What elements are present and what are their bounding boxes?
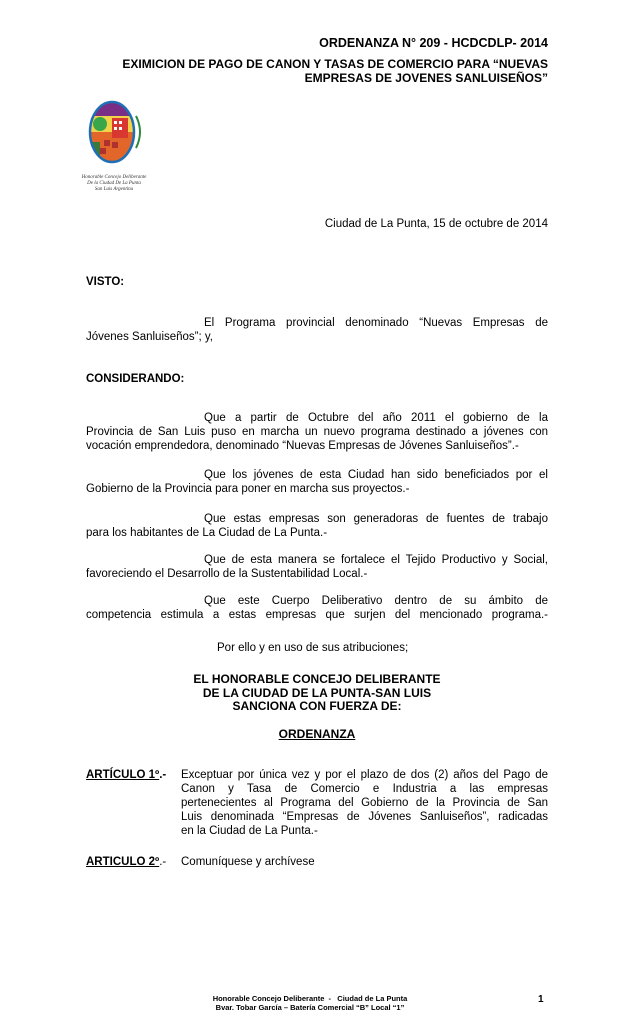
paragraph-first-line: Que estas empresas son generadoras de fuentes de trabajo: [204, 513, 548, 525]
paragraph-first-line: Que a partir de Octubre del año 2011 el gobierno de la: [204, 412, 548, 424]
closing-line: Por ello y en uso de sus atribuciones;: [217, 642, 409, 654]
paragraph-line: vocación emprendedora, denominado “Nuevas Empresas de Jóvenes Sanluiseños”.-: [86, 440, 519, 452]
ordinance-title: [80, 58, 548, 85]
page-number: 1: [538, 994, 544, 1005]
sanction-line-3: SANCIONA CON FUERZA DE:: [232, 699, 402, 713]
paragraph-line: favoreciendo el Desarrollo de la Sustentabilidad Local.-: [86, 568, 368, 580]
article-2-label-text: ARTICULO 2º: [86, 856, 160, 868]
visto-line-1: El Programa provincial denominado “Nuevas Empresas de: [204, 317, 548, 329]
footer-line-2: Bvar. Tobar García – Batería Comercial “B” Local “1”: [215, 1003, 405, 1012]
article-line: Luis denominada “Empresas de Jóvenes Sanluiseños”, radicadas: [181, 811, 548, 823]
article-line: Canon y Tasa de Comercio e Industria a las empresas: [181, 783, 548, 795]
visto-line-2: Jóvenes Sanluiseños”; y,: [86, 331, 213, 343]
considerando-heading: CONSIDERANDO:: [86, 373, 185, 385]
considerando-paragraph: [86, 468, 548, 496]
paragraph-line: Provincia de San Luis puso en marcha un nuevo programa destinado a jóvenes con: [86, 426, 548, 438]
article-2-label-suffix: .-: [159, 856, 167, 868]
sanction-line-1: EL HONORABLE CONCEJO DELIBERANTE: [193, 672, 441, 686]
visto-heading: VISTO:: [86, 276, 125, 288]
council-logo: [78, 96, 150, 196]
logo-caption-line-3: San Luis Argentina: [94, 187, 134, 192]
article-line: en la Ciudad de La Punta.-: [181, 825, 318, 837]
considerando-paragraph: [86, 411, 548, 453]
article-1-label-text: ARTÍCULO 1º: [86, 769, 160, 781]
logo-caption-line-1: Honorable Concejo Deliberante: [81, 175, 147, 180]
article-2-body: [181, 855, 548, 869]
considerando-paragraph: [86, 512, 548, 540]
date-line: Ciudad de La Punta, 15 de octubre de 2014: [324, 218, 548, 230]
title-line-2: EMPRESAS DE JOVENES SANLUISEÑOS”: [304, 70, 548, 85]
paragraph-first-line: Que este Cuerpo Deliberativo dentro de su ámbito de: [204, 595, 548, 607]
visto-text: [86, 316, 548, 344]
considerando-paragraph: [86, 553, 548, 581]
article-1-body: [181, 768, 548, 838]
paragraph-first-line: Que los jóvenes de esta Ciudad han sido beneficiados por el: [204, 469, 548, 481]
article-line: pertenecientes al Programa del Gobierno de la Provincia de San: [181, 797, 548, 809]
paragraph-line: Gobierno de la Provincia para poner en marcha sus proyectos.-: [86, 483, 410, 495]
logo-caption-line-2: De la Ciudad De La Punta: [87, 181, 141, 186]
paragraph-first-line: Que de esta manera se fortalece el Tejido Productivo y Social,: [204, 554, 548, 566]
considerando-paragraph: [86, 594, 548, 622]
ordinance-number: ORDENANZA N° 209 - HCDCDLP- 2014: [319, 36, 548, 50]
article-1-label-suffix: .-: [159, 769, 167, 781]
council-emblem-icon: [78, 96, 150, 168]
article-line: Exceptuar por única vez y por el plazo de dos (2) años del Pago de: [181, 769, 548, 781]
footer-line-1: Honorable Concejo Deliberante - Ciudad de La Punta: [212, 994, 408, 1003]
sanction-block: [86, 673, 548, 714]
title-line-1: EXIMICION DE PAGO DE CANON Y TASAS DE COMERCIO PARA “NUEVAS: [122, 57, 548, 71]
sanction-line-2: DE LA CIUDAD DE LA PUNTA-SAN LUIS: [202, 685, 432, 700]
paragraph-line: competencia estimula a estas empresas que surjen del mencionado programa.-: [86, 609, 548, 621]
article-2-label: [86, 855, 181, 869]
paragraph-line: para los habitantes de La Ciudad de La Punta.-: [86, 527, 328, 539]
footer: [150, 994, 470, 1012]
article-line: Comuníquese y archívese: [181, 856, 315, 868]
ordenanza-heading: ORDENANZA: [278, 727, 356, 741]
article-1-label: [86, 768, 178, 782]
